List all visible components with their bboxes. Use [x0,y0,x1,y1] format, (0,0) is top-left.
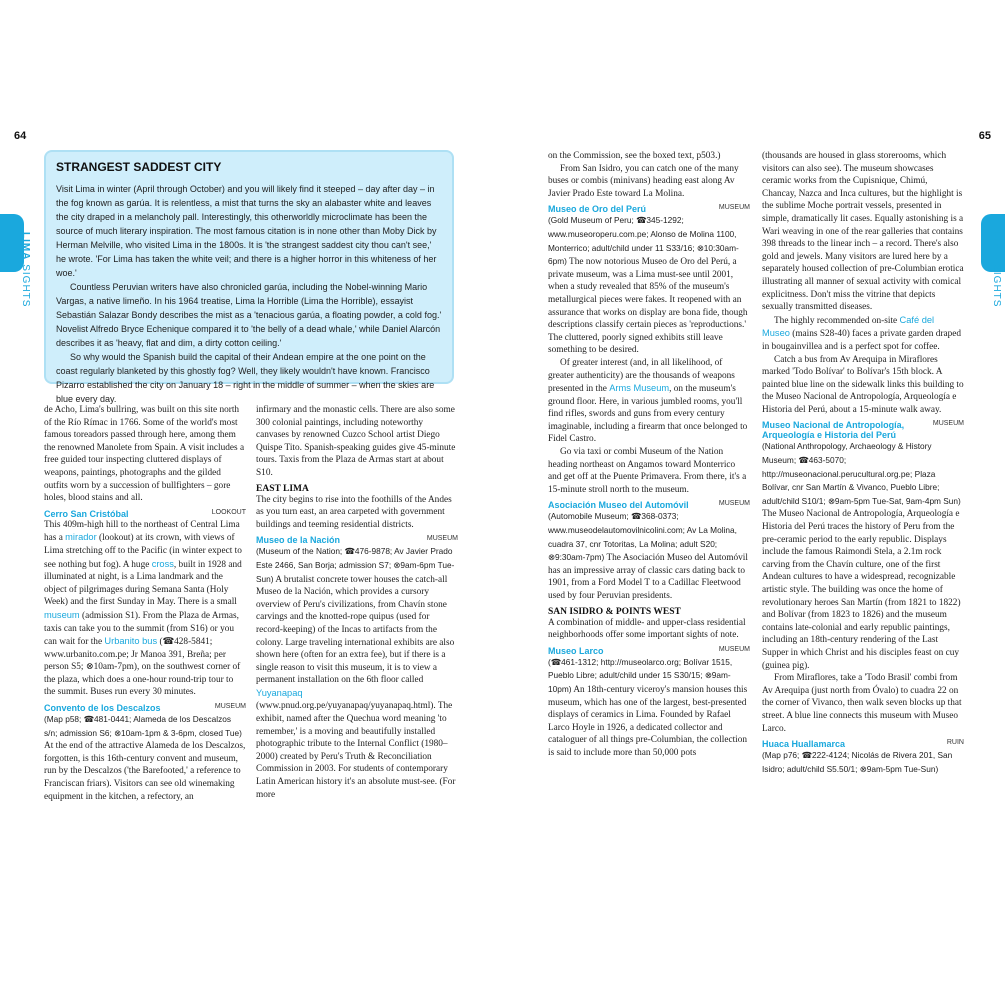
box-paragraph: Countless Peruvian writers have also chronicled garúa, including the Nobel-winning Mario Vargas, a native limeño. In his 1964 treatise, Lima la Horrible (Lima the Horrible), essayist Sebastián Salazar Bondy describes the mist as a 'tenacious garúa, a floating powder, a cold fog.' Novelist Alfredo Bryce Echenique compared it to 'the belly of a dead whale,' while Daniel Alarcón describes it as 'heavy, flat and dim, a dirty cotton ceiling.' [56,282,442,348]
text: An 18th-century viceroy's mansion houses this museum, which has one of the largest, best-presented displays of ceramics in Lima. Founded by Rafael Larco Hoyle in 1926, a dedicated collector and cataloguer of all things pre-Columbian, the collection is said to include more than 50,000 pots [548,684,748,758]
poi-type: LOOKOUT [211,508,246,516]
poi-name: Museo de Oro del Perú [548,204,647,215]
text: The now notorious Museo de Oro del Perú, a private museum, was a Lima must-see until 2001, when a study revealed that 85% of the museum's metallurgical pieces were fakes. It reopened with an assurance that works on display are bona fide, though descriptions classify certain pieces as 'reproductions.' The cluttered, poorly signed exhibits still leave something to be desired. [548,257,748,356]
paragraph [256,545,458,801]
poi-info: (Map p76; ☎222-4124; Nicolás de Rivera 201, San Isidro; adult/child S5.50/1; ⊗9am-5pm Tue-Sun) [762,750,953,774]
paragraph: From Miraflores, take a 'Todo Brasil' combi from Av Arequipa (just north from Óvalo) to cuadra 22 on the corner of Vivanco, then walk seven blocks up that street. A blue line connects this museum with Museo Larco. [762,673,962,734]
paragraph: The city begins to rise into the foothills of the Andes as you turn east, an area carpeted with government buildings and teeming residential districts. [256,494,452,530]
paragraph [44,519,246,699]
poi-name: Museo Nacional de Antropología, Arqueología e Historia del Perú [762,420,905,441]
text: (mains S28-40) faces a private garden draped in bougainvillea and is a perfect spot for coffee. [762,329,962,352]
text: The Museo Nacional de Antropología, Arqueología e Historia del Perú traces the history of Peru from the pre-ceramic period to the early republic. Displays include the famous Raimondi Stela, a 2.1m rock carving from the Chavín culture, one of the first Andean cultures to have a widespread, recognizable artistic style. The building was once the home of revolutionary heroes San Martín (from 1821 to 1822) and Bolívar (from 1823 to 1826) and the museum contains late-colonial and early republic paintings, including an 18th-century rendering of the Last Supper in which Christ and his disciples feast on cuy (guinea pig). [762,509,961,671]
highlight-link: cross [151,558,174,569]
highlight-link: museum [44,609,80,620]
text: The Asociación Museo del Automóvil has an impressive array of classic cars dating back to 1901, from a Ford Model T to a Cadillac Fleetwood used by four Peruvian presidents. [548,553,748,601]
poi-title [256,535,458,545]
poi-title [44,509,246,519]
section-label-left [17,232,31,307]
box-title: STRANGEST SADDEST CITY [56,160,222,174]
paragraph [762,314,964,354]
text: , built in 1928 and illuminated at night, is a Lima landmark and the object of pilgrimages during Semana Santa (Holy Week) and the first Sunday in May. There is a small [44,559,242,608]
section-heading: SAN ISIDRO & POINTS WEST [548,606,681,617]
text: (admission S1). From the Plaza de Armas, taxis can take you to the summit (from S16) or you can wait for the [44,610,239,648]
paragraph: A combination of middle- and upper-class residential neighborhoods offer some important sights of note. [548,617,746,641]
paragraph [548,510,750,602]
poi-name: Museo de la Nación [256,535,341,546]
highlight-link: Urbanito bus [104,636,158,647]
paragraph [548,214,750,357]
text: (www.pnud.org.pe/yuyanapaq/yuyanapaq.html). The exhibit, named after the Quechua word meaning 'to remember,' is a moving and beautifully installed photographic tribute to the Internal Conflict (1980–2000) created by Peru's Truth & Reconciliation Commission in 2003. For students of contemporary Latin American history it's an absolute must-see. (For more [256,701,456,800]
paragraph: From San Isidro, you can catch one of the many buses or combis (minivans) heading east along Av Javier Prado Este toward La Molina. [548,163,739,199]
text: Of greater interest (and, in all likelihood, of greater authenticity) are the thousands of weapons presented in the [548,357,735,395]
column-2 [256,404,458,870]
poi-name: Huaca Huallamarca [762,739,846,750]
poi-name: Cerro San Cristóbal [44,508,129,519]
section-label-thin: SIGHTS [20,264,31,308]
paragraph: de Acho, Lima's bullring, was built on this site north of the Río Rímac in 1766. Some of the world's most famous toreadors passed through here, among them the renowned Manolete from Spain. A visit includes a free guided tour inspecting cluttered displays of weapons, paintings, photographs and the gilded outfits worn by a succession of bullfighters – gore holes, blood stains and all. [44,405,245,504]
poi-name: Asociación Museo del Automóvil [548,500,689,511]
poi-title [548,204,750,214]
text: This 409m-high hill to the northeast of Central Lima has a [44,519,240,544]
poi-type: MUSEUM [718,645,750,653]
column-4 [762,150,964,870]
poi-type: MUSEUM [426,535,458,543]
highlight-link: mirador [65,532,97,543]
poi-name: Convento de los Descalzos [44,703,161,714]
paragraph [44,713,246,803]
box-paragraph: So why would the Spanish build the capital of their Andean empire at the one point on the coast regularly blanketed by this ghostly fog? Well, they likely wouldn't have known. Francisco Pizarro established the city on January 18 – right in the middle of summer – when the skies are blue every day. [56,352,435,404]
sidebar-box [44,150,454,404]
text: A brutalist concrete tower houses the catch-all Museo de la Nación, which provides a cursory overview of Peru's civilizations, from Chavín stone carvings and the knotted-rope quipus (used for record-keeping) of the Incas to artifacts from the colony. Large traveling international exhibits are also shown here (often for an extra fee), but if there is a single reason to visit this museum, it is to view a permanent installation on the 6th floor called [256,574,455,686]
text: (lookout) at its crown, with views of Lima stretching off to the Pacific (in winter expect to see nothing but fog). A huge [44,533,242,570]
section-heading: EAST LIMA [256,483,309,494]
column-1 [44,404,246,870]
page-number-right: 65 [978,130,991,142]
poi-title [762,420,964,440]
poi-name: Museo Larco [548,645,604,656]
text: The highly recommended on-site [774,315,900,326]
paragraph [548,357,750,446]
section-label-bold: LIMA [991,232,1002,261]
paragraph: infirmary and the monastic cells. There are also some 300 colonial paintings, including noteworthy canvases by renowned Cuzco School artist Diego Quispe Tito. Spanish-speaking guides give 45-minute tours. Taxis from the Plaza de Armas start at about S10. [256,405,456,478]
poi-info: (☎461-1312; http://museolarco.org; Bolívar 1515, Pueblo Libre; adult/child under 15 S30/15; ⊗9am-10pm) [548,656,733,694]
poi-type: RUIN [946,739,964,747]
section-label-bold: LIMA [20,232,31,261]
highlight-link: Café del Museo [762,314,935,339]
poi-info: (Gold Museum of Peru; ☎345-1292; www.museoroperu.com.pe; Alonso de Molina 1100, Monterrico; adult/child under 11 S33/16; ⊗10:30am-6pm) [548,215,739,267]
section-label-thin: SIGHTS [991,264,1002,308]
poi-type: MUSEUM [718,500,750,508]
poi-title [548,646,750,656]
paragraph: Catch a bus from Av Arequipa in Miraflores marked 'Todo Bolívar' to Bolívar's 15th block. A painted blue line on the sidewalk links this building to the Museo Nacional de Antropología, Arqueología e Historia del Perú, about a 15-minute walk away. [762,354,964,415]
text: , on the museum's ground floor. Here, in various jumbled rooms, you'll find rifles, swords and guns from every century imaginable, including a firearm that once belonged to Fidel Castro. [548,384,748,445]
paragraph [762,440,964,672]
column-3 [548,150,750,870]
poi-type: MUSEUM [214,703,246,711]
section-label-right [988,232,1002,307]
poi-info: (National Anthropology, Archaeology & History Museum; ☎463-5070; http://museonacional.perucultural.org.pe; Plaza Bolívar, cnr San Martín & Vivanco, Pueblo Libre; adult/child S10/1; ⊗9am-5pm Tue-Sat, 9am-4pm Sun) [762,441,961,506]
text: At the end of the attractive Alameda de los Descalzos, forgotten, is this 16th-century convent and museum, run by the Descalzos ('the Barefooted,' a reference to Franciscan friars). Visitors can see old winemaking equipment in the kitchen, a refectory, an [44,741,246,802]
poi-type: MUSEUM [932,420,964,428]
poi-info: (Museum of the Nation; ☎476-9878; Av Javier Prado Este 2466, San Borja; admission S7; ⊗9am-6pm Tue-Sun) [256,546,455,584]
poi-title [762,739,964,749]
paragraph: (thousands are housed in glass storerooms, which visitors can also see). The museum showcases ceramic works from the Cupisnique, Chimú, Chancay, Nazca and Inca cultures, but the highlight is the sublime Moche portrait vessels, presented in simple, dramatically lit cases. Equally astonishing is a Wari weaving in one of the rear galleries that contains 398 threads to the linear inch – a record. There's also gold and jewels. Many visitors are lured here by a separately housed collection of pre-Columbian erotica illustrating all manner of sexual activity with comical explicitness. Don't miss the vitrine that depicts sexually transmitted diseases. [762,151,964,313]
highlight-link: Yuyanapaq [256,687,303,698]
highlight-link: Arms Museum [609,383,670,394]
box-paragraph: Visit Lima in winter (April through October) and you will likely find it steeped – day after day – in the fog known as garúa. It is relentless, a mist that turns the sky an alabaster white and leaves the city draped in a melancholy pall. Interestingly, this otherworldly microclimate has been the source of much literary inspiration. The most famous citation is in none other than Moby Dick by Herman Melville, who visited Lima in the 1800s. It is 'the strangest saddest city thou can't see,' he wrote. 'For Lima has taken the white veil; and there is a higher horror in this whiteness of her woe.' [56,184,437,278]
poi-title [548,500,750,510]
poi-info: (Automobile Museum; ☎368-0373; www.museodelautomovilnicolini.com; Av La Molina, cuadra 37, cnr Totoritas, La Molina; adult S20; ⊗9:30am-7pm) [548,511,737,563]
paragraph [548,656,750,760]
paragraph: Go via taxi or combi Museum of the Nation heading northeast on Angamos toward Monterrico and get off at the Puente Primavera. From there, it's a 15-minute stroll north to the museum. [548,447,747,495]
poi-type: MUSEUM [718,204,750,212]
paragraph [762,749,964,776]
poi-info: (Map p58; ☎481-0441; Alameda de los Descalzos s/n; admission S6; ⊗10am-1pm & 3-6pm, closed Tue) [44,714,242,738]
poi-title [44,703,246,713]
text: (☎428-5841; www.urbanito.com.pe; Jr Manoa 391, Breña; per person S5; ⊗10am-7pm), on the southwest corner of the plaza, which does a one-hour round-trip tour to the summit. Buses run every 30 minutes. [44,637,241,698]
paragraph: on the Commission, see the boxed text, p503.) [548,151,721,161]
page-number-left: 64 [14,130,27,142]
